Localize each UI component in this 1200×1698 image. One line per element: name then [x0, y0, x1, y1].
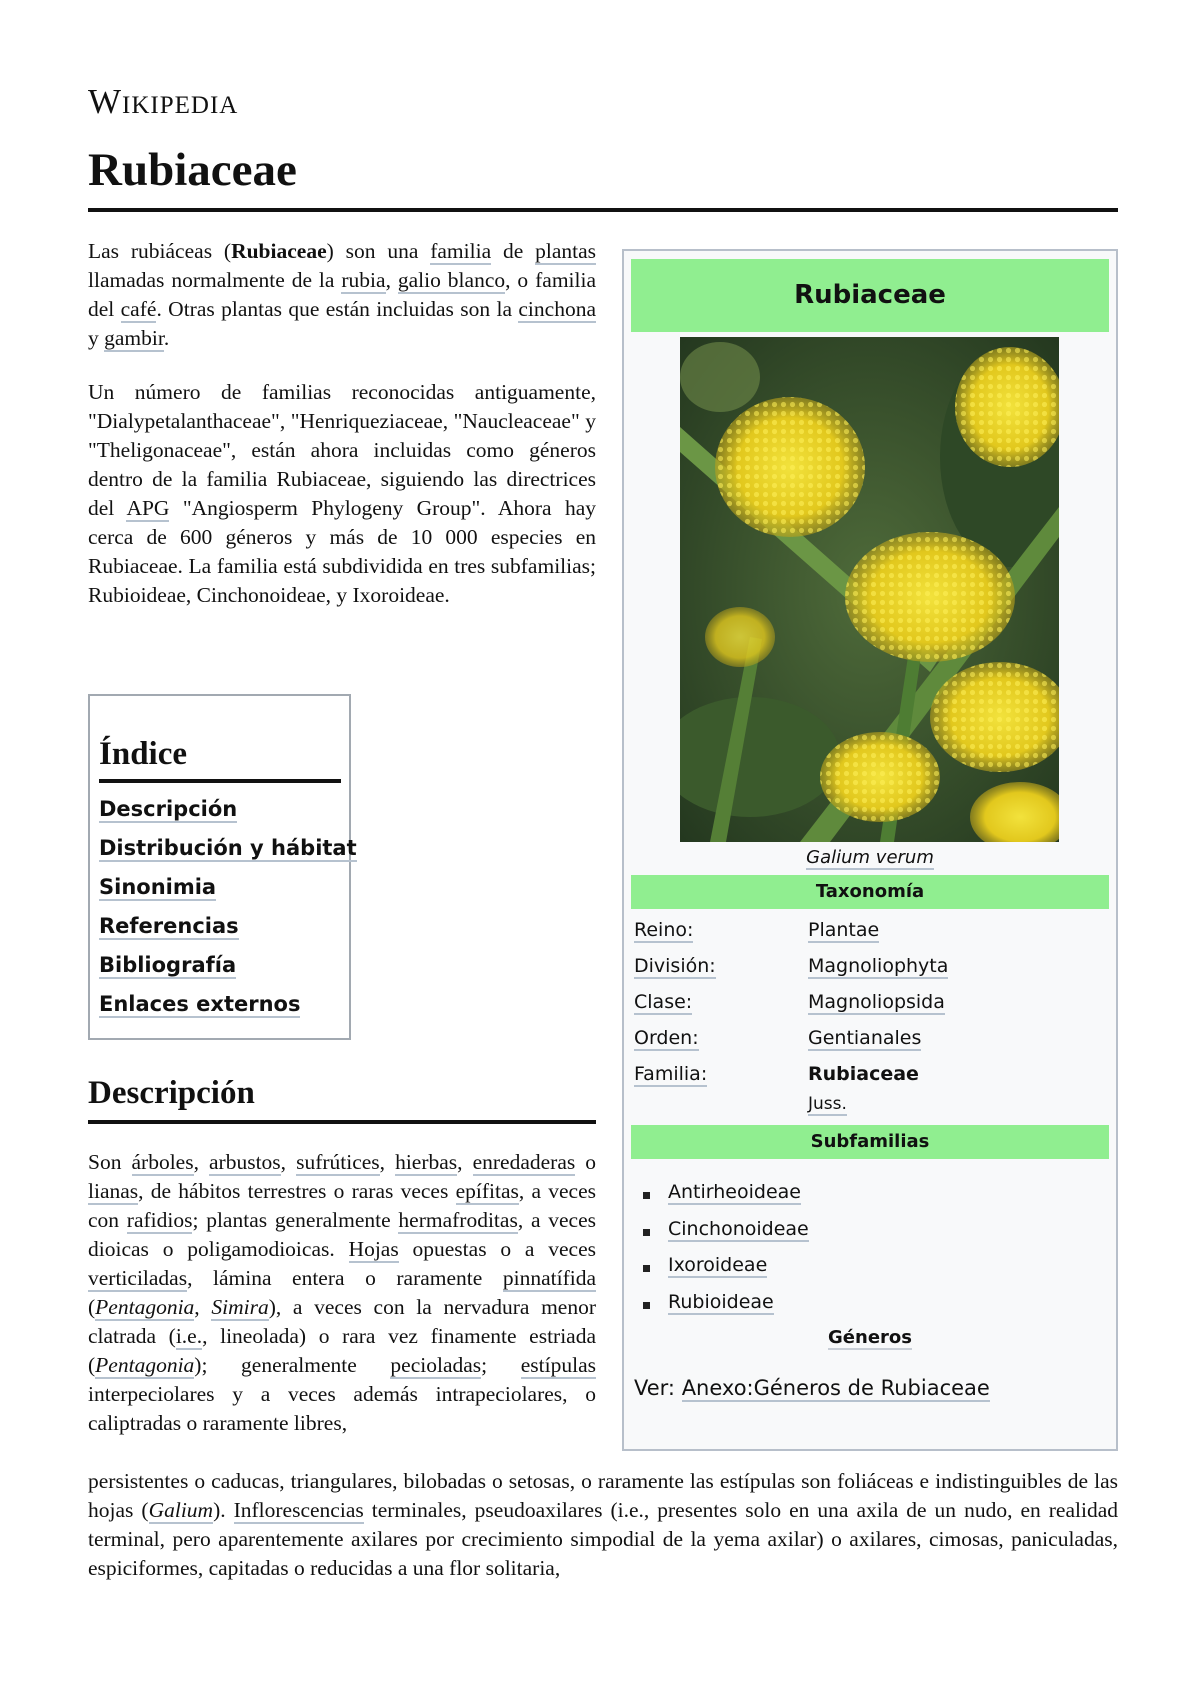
text-run: , [385, 268, 398, 292]
inline-link[interactable]: estípulas [520, 1353, 596, 1377]
text-run: ); generalmente [194, 1353, 391, 1377]
caption-link[interactable]: Galium verum [806, 847, 934, 868]
wikipedia-logo: Wikipedia [88, 82, 239, 121]
taxonomy-rank[interactable]: División: [634, 955, 716, 977]
page-title: Rubiaceae [88, 144, 297, 196]
inline-link[interactable]: lianas [88, 1179, 139, 1203]
text-run: llamadas normalmente de la [88, 268, 342, 292]
subfamily-link[interactable]: Rubioideae [668, 1290, 774, 1313]
authority-link[interactable]: Juss. [808, 1094, 847, 1114]
section-divider [88, 1120, 596, 1124]
text-run: , [379, 1150, 396, 1174]
toc-item-distribucion [99, 832, 357, 871]
table-of-contents [88, 694, 357, 1040]
subfamily-item [634, 1181, 809, 1218]
taxobox-image-caption [624, 847, 1116, 868]
inline-link[interactable]: plantas [535, 239, 596, 263]
subfamily-item [634, 1254, 809, 1291]
toc-item-referencias [99, 910, 341, 949]
taxonomy-value[interactable]: Gentianales [808, 1027, 922, 1049]
subfamilies-list [634, 1181, 809, 1327]
text-run: . Otras plantas que están incluidas son la [156, 297, 519, 321]
subfamily-link[interactable]: Ixoroideae [668, 1254, 768, 1276]
text-run: ( [88, 1295, 96, 1319]
taxonomy-rank[interactable]: Clase: [634, 991, 693, 1013]
inline-link[interactable]: rafidios [126, 1208, 193, 1232]
text-run: , a veces con [88, 1179, 596, 1232]
text-run: , lineolada) o rara vez finamente estriada ( [88, 1324, 597, 1377]
taxonomy-value[interactable]: Magnoliopsida [808, 991, 945, 1013]
toc-title: Índice [99, 736, 341, 783]
text-run: persistentes o caducas, triangulares, bilobadas o setosas, o raramente las estípulas son foliáceas e indistinguibles de las hojas ( [88, 1469, 1118, 1522]
inline-link[interactable]: verticiladas [88, 1266, 188, 1290]
inline-link[interactable]: gambir [104, 326, 164, 350]
intro-paragraph-1 [88, 237, 596, 353]
text-run: opuestas o a veces [398, 1237, 596, 1261]
taxonomy-row-clase [634, 991, 1104, 1027]
inline-link[interactable]: Simira [211, 1295, 269, 1319]
inline-link[interactable]: hermafroditas [398, 1208, 518, 1232]
inline-link[interactable]: epífitas [455, 1179, 519, 1203]
text-run: Un número de familias reconocidas antiguamente, "Dialypetalanthaceae", "Henriqueziaceae, "Naucleaceae" y "Theligonaceae", están ahora incluidas como géneros dentro de la familia Rubiaceae, siguiendo las directrices del [88, 380, 596, 520]
taxonomy-row-orden [634, 1027, 1104, 1063]
text-run: interpeciolares y a veces además intrapeciolares, o caliptradas o raramente libres, [88, 1382, 596, 1435]
descripcion-paragraph [88, 1148, 596, 1438]
inline-link[interactable]: rubia [341, 268, 386, 292]
galium-verum-photo[interactable] [680, 337, 1059, 842]
text-run: ) son una [326, 239, 431, 263]
inline-link[interactable]: cinchona [518, 297, 596, 321]
taxonomy-value[interactable]: Plantae [808, 919, 880, 941]
inline-link[interactable]: i.e. [175, 1324, 203, 1348]
toc-link[interactable]: Distribución y hábitat [99, 836, 357, 860]
inline-link[interactable]: enredaderas [472, 1150, 576, 1174]
taxonomy-rank[interactable]: Reino: [634, 919, 694, 941]
inline-link[interactable]: hierbas [395, 1150, 458, 1174]
inline-link[interactable]: sufrútices [296, 1150, 380, 1174]
toc-item-enlaces-externos [99, 988, 341, 1027]
inline-link[interactable]: Galium [148, 1498, 214, 1522]
text-run: . [163, 326, 170, 350]
taxonomy-rank[interactable]: Orden: [634, 1027, 699, 1049]
taxonomy-row-reino [634, 919, 1104, 955]
subfamily-item [634, 1218, 809, 1255]
text-run: , o familia del [88, 268, 597, 321]
toc-item-sinonimia [99, 871, 341, 910]
toc-link[interactable]: Referencias [99, 914, 239, 938]
taxobox-title: Rubiaceae [631, 259, 1109, 332]
inline-link[interactable]: árboles [131, 1150, 194, 1174]
taxonomy-value[interactable]: Magnoliophyta [808, 955, 949, 977]
text-run: ; [481, 1353, 521, 1377]
inline-link[interactable]: Inflorescencias [233, 1498, 364, 1522]
toc-list [99, 793, 357, 1027]
taxobox [622, 249, 1118, 1451]
text-run: , lámina entera o raramente [187, 1266, 503, 1290]
text-run: y [88, 326, 105, 350]
text-run: Son [88, 1150, 132, 1174]
inline-link[interactable]: familia [430, 239, 492, 263]
title-divider [88, 208, 1118, 212]
inline-link[interactable]: arbustos [209, 1150, 281, 1174]
see-label: Ver: [634, 1376, 675, 1400]
section-heading-descripcion: Descripción [88, 1075, 255, 1111]
genera-see-also [634, 1376, 990, 1400]
text-run: o [575, 1150, 597, 1174]
inline-link[interactable]: café [120, 297, 157, 321]
text-run: ; plantas generalmente [192, 1208, 399, 1232]
text-run: , [193, 1150, 209, 1174]
toc-item-bibliografia [99, 949, 341, 988]
inline-link[interactable]: pecioladas [390, 1353, 482, 1377]
flower-photo-illustration [680, 337, 1059, 842]
toc-link[interactable]: Sinonimia [99, 875, 217, 899]
subfamily-item [634, 1291, 809, 1328]
genera-annex-link[interactable]: Anexo:Géneros de Rubiaceae [681, 1376, 990, 1400]
subfamilies-header: Subfamilias [631, 1125, 1109, 1159]
toc-link[interactable]: Bibliografía [99, 953, 237, 977]
subfamily-link[interactable]: Cinchonoideae [668, 1217, 809, 1240]
taxonomy-value: Rubiaceae [808, 1063, 919, 1085]
text-run: , [280, 1150, 297, 1174]
inline-link[interactable]: Pentagonia [95, 1295, 195, 1319]
descripcion-paragraph-continued [88, 1467, 1118, 1583]
inline-link[interactable]: Hojas [348, 1237, 399, 1261]
inline-link[interactable]: Pentagonia [95, 1353, 195, 1377]
inline-link[interactable]: galio blanco [397, 268, 506, 292]
toc-item-descripcion [99, 793, 341, 832]
toc-link[interactable]: Descripción [99, 797, 238, 821]
text-run: Las rubiáceas ( [88, 239, 232, 263]
taxonomy-rank[interactable]: Familia: [634, 1063, 708, 1085]
text-run: , [194, 1295, 212, 1319]
subfamily-link[interactable]: Antirheoideae [668, 1181, 801, 1203]
text-run: de [491, 239, 536, 263]
toc-link[interactable]: Enlaces externos [99, 992, 301, 1016]
intro-paragraph-2 [88, 378, 596, 610]
text-run: ). [213, 1498, 234, 1522]
text-run: ), a veces con la nervadura menor clatrada ( [88, 1295, 597, 1348]
bold-term: Rubiaceae [231, 239, 327, 263]
inline-link[interactable]: APG [126, 496, 170, 520]
text-run: , a veces dioicas o poligamodioicas. [88, 1208, 596, 1261]
taxonomy-header: Taxonomía [631, 875, 1109, 909]
text-run: , de hábitos terrestres o raras veces [138, 1179, 456, 1203]
inline-link[interactable]: pinnatífida [502, 1266, 596, 1290]
text-run: terminales, pseudoaxilares (i.e., presentes solo en una axila de un nudo, en realidad terminal, pero aparentemente axilares por crecimiento simpodial de la yema axilar) o axilares, cimosas, paniculadas, espiciformes, capitadas o reducidas a una flor solitaria, [88, 1498, 1118, 1580]
taxonomy-row-division [634, 955, 1104, 991]
genera-header: Géneros [828, 1327, 912, 1348]
text-run: , [457, 1150, 473, 1174]
text-run: "Angiosperm Phylogeny Group". Ahora hay cerca de 600 géneros y más de 10 000 especies en Rubiaceae. La familia está subdividida en tres subfamilias; Rubioideae, Cinchonoideae, y Ixoroideae. [88, 496, 596, 607]
